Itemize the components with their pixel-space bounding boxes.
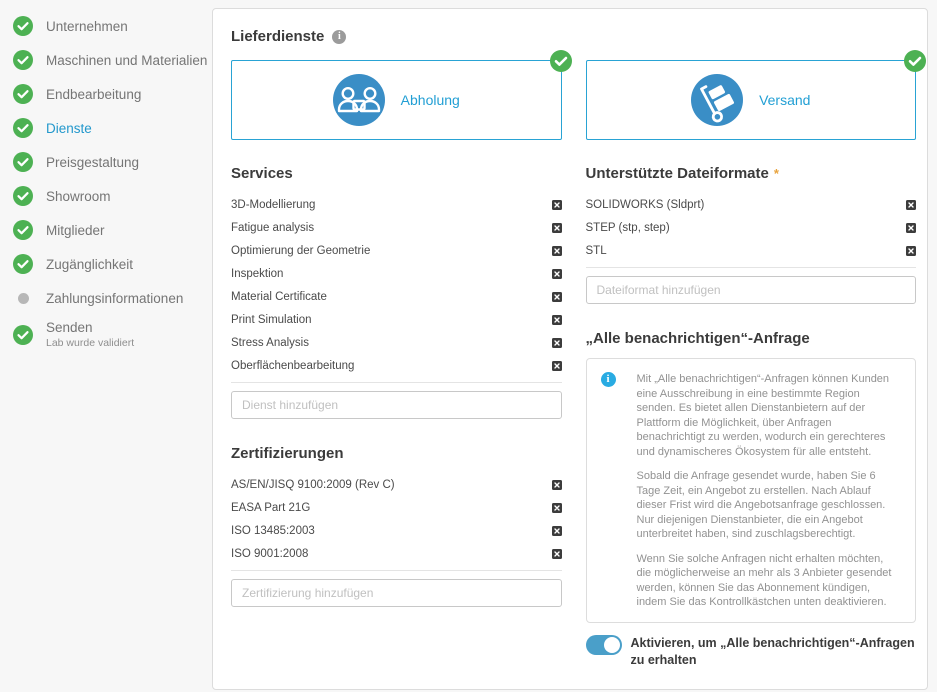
check-circle-icon [13,16,33,36]
certification-item [231,542,562,565]
notify-all-toggle-label: Aktivieren, um „Alle benachrichtigen“-Anfragen zu erhalten [630,635,915,667]
sidebar-item-label: Maschinen und Materialien [46,52,208,68]
file-format-item-label: SOLIDWORKS (Sldprt) [585,198,705,211]
info-paragraph: Sobald die Anfrage gesendet wurde, haben Sie 6 Tage Zeit, ein Angebot zu erstellen. Nach Ablauf dieser Frist wird die Angebotsanfrage geschlossen. Nur diejenigen Dienstanbieter, die ein Angebot unterbreitet haben, sind zuschlagsberechtigt. [636,470,886,540]
add-certification-input[interactable] [231,579,562,607]
left-column [231,165,562,669]
remove-icon[interactable] [906,200,916,210]
notify-all-paragraphs [637,372,902,610]
notify-all-info-box [586,358,917,623]
toggle-knob [604,637,620,653]
add-certification-row [231,570,562,607]
service-item [231,285,562,308]
remove-icon[interactable] [552,526,562,536]
panel-header [231,28,916,45]
sidebar-item-label: Zugänglichkeit [46,256,134,272]
remove-icon[interactable] [552,549,562,559]
remove-icon[interactable] [552,223,562,233]
file-formats-list [586,193,917,262]
service-item-label: Print Simulation [231,313,312,326]
info-icon[interactable]: i [332,30,346,44]
check-circle-icon [13,118,33,138]
check-circle-icon [13,325,33,345]
delivery-options [231,60,916,140]
notify-all-title: „Alle benachrichtigen“-Anfrage [585,330,810,347]
add-service-input[interactable] [231,391,562,419]
file-format-item-label: STEP (stp, step) [585,221,670,234]
sidebar-item[interactable] [13,14,211,38]
right-column [586,165,917,669]
add-service-row [231,382,562,419]
remove-icon[interactable] [906,246,916,256]
pickup-card[interactable] [231,60,562,140]
sidebar-item-label: Senden [46,320,93,335]
settings-sidebar [0,0,211,692]
shipping-card[interactable] [586,60,917,140]
sidebar-item-label: Unternehmen [46,18,128,34]
info-paragraph: Wenn Sie solche Anfragen nicht erhalten möchten, die möglicherweise an mehr als 3 Anbieter gesendet werden, können Sie das Abonnement kündigen, indem Sie das Kontrollkästchen unten deaktivieren. [636,552,892,608]
certification-item-label: AS/EN/JISQ 9100:2009 (Rev C) [231,478,395,491]
sidebar-item[interactable] [13,286,211,310]
service-item-label: Fatigue analysis [231,221,315,234]
sidebar-item[interactable] [13,150,211,174]
selected-check-badge [550,50,572,72]
service-item-label: Inspektion [231,267,284,280]
sidebar-item[interactable] [13,218,211,242]
file-format-item-label: STL [585,244,607,257]
notify-all-toggle[interactable] [586,635,622,655]
sidebar-item[interactable] [13,116,211,140]
check-circle-icon [13,254,33,274]
file-format-item [586,239,917,262]
service-item [231,331,562,354]
certification-item-label: EASA Part 21G [231,501,311,514]
service-item [231,354,562,377]
certification-item [231,519,562,542]
file-format-item [586,216,917,239]
remove-icon[interactable] [552,338,562,348]
service-item [231,239,562,262]
service-item [231,308,562,331]
selected-check-badge [904,50,926,72]
remove-icon[interactable] [552,292,562,302]
remove-icon[interactable] [552,315,562,325]
add-file-format-row [586,267,917,304]
remove-icon[interactable] [552,200,562,210]
pending-dot-icon [18,293,29,304]
service-item-label: Stress Analysis [231,336,309,349]
sidebar-item-label: Showroom [46,188,111,204]
certification-item [231,473,562,496]
file-format-item [586,193,917,216]
sidebar-item-label: Dienste [46,120,92,136]
certifications-title: Zertifizierungen [231,445,344,462]
certification-item [231,496,562,519]
page-title: Lieferdienste [231,28,325,45]
sidebar-item[interactable] [13,48,211,72]
info-icon: i [601,372,616,387]
service-item [231,193,562,216]
sidebar-item-label: Preisgestaltung [46,154,140,170]
info-paragraph: Mit „Alle benachrichtigen“-Anfragen können Kunden eine Ausschreibung in eine bestimmte Region senden. Es bietet allen Dienstanbietern auf der Plattform die Möglichkeit, über Anfragen benachrichtigt zu werden, wodurch ein gerechteres und dynamischeres Ökosystem für alle entsteht. [636,373,890,458]
file-formats-title: Unterstützte Dateiformate * [585,165,779,182]
pickup-people-icon [333,74,385,126]
sidebar-item-sublabel: Lab wurde validiert [46,337,135,349]
check-circle-icon [13,152,33,172]
check-circle-icon [13,50,33,70]
check-circle-icon [13,186,33,206]
certification-item-label: ISO 9001:2008 [231,547,309,560]
check-circle-icon [13,84,33,104]
sidebar-item[interactable] [13,82,211,106]
service-item [231,216,562,239]
sidebar-item[interactable] [13,252,211,276]
service-item [231,262,562,285]
add-file-format-input[interactable] [586,276,917,304]
sidebar-item-label: Endbearbeitung [46,86,142,102]
service-item-label: Oberflächenbearbeitung [231,359,355,372]
service-item-label: Material Certificate [231,290,327,303]
sidebar-item-label: Zahlungsinformationen [46,290,184,306]
remove-icon[interactable] [552,246,562,256]
sidebar-item[interactable] [13,184,211,208]
remove-icon[interactable] [552,361,562,371]
sidebar-item-label: Mitglieder [46,222,105,238]
check-circle-icon [13,220,33,240]
sidebar-item[interactable] [13,320,211,349]
service-item-label: 3D-Modellierung [231,198,316,211]
handtruck-icon [691,74,743,126]
notify-all-toggle-row [586,635,917,669]
remove-icon[interactable] [552,480,562,490]
services-list [231,193,562,377]
required-asterisk: * [773,166,779,181]
remove-icon[interactable] [552,503,562,513]
certification-item-label: ISO 13485:2003 [231,524,315,537]
remove-icon[interactable] [906,223,916,233]
services-title: Services [231,165,293,182]
services-settings-panel [212,8,928,690]
remove-icon[interactable] [552,269,562,279]
service-item-label: Optimierung der Geometrie [231,244,371,257]
certifications-list [231,473,562,565]
shipping-card-label: Versand [759,92,811,108]
pickup-card-label: Abholung [400,92,460,108]
